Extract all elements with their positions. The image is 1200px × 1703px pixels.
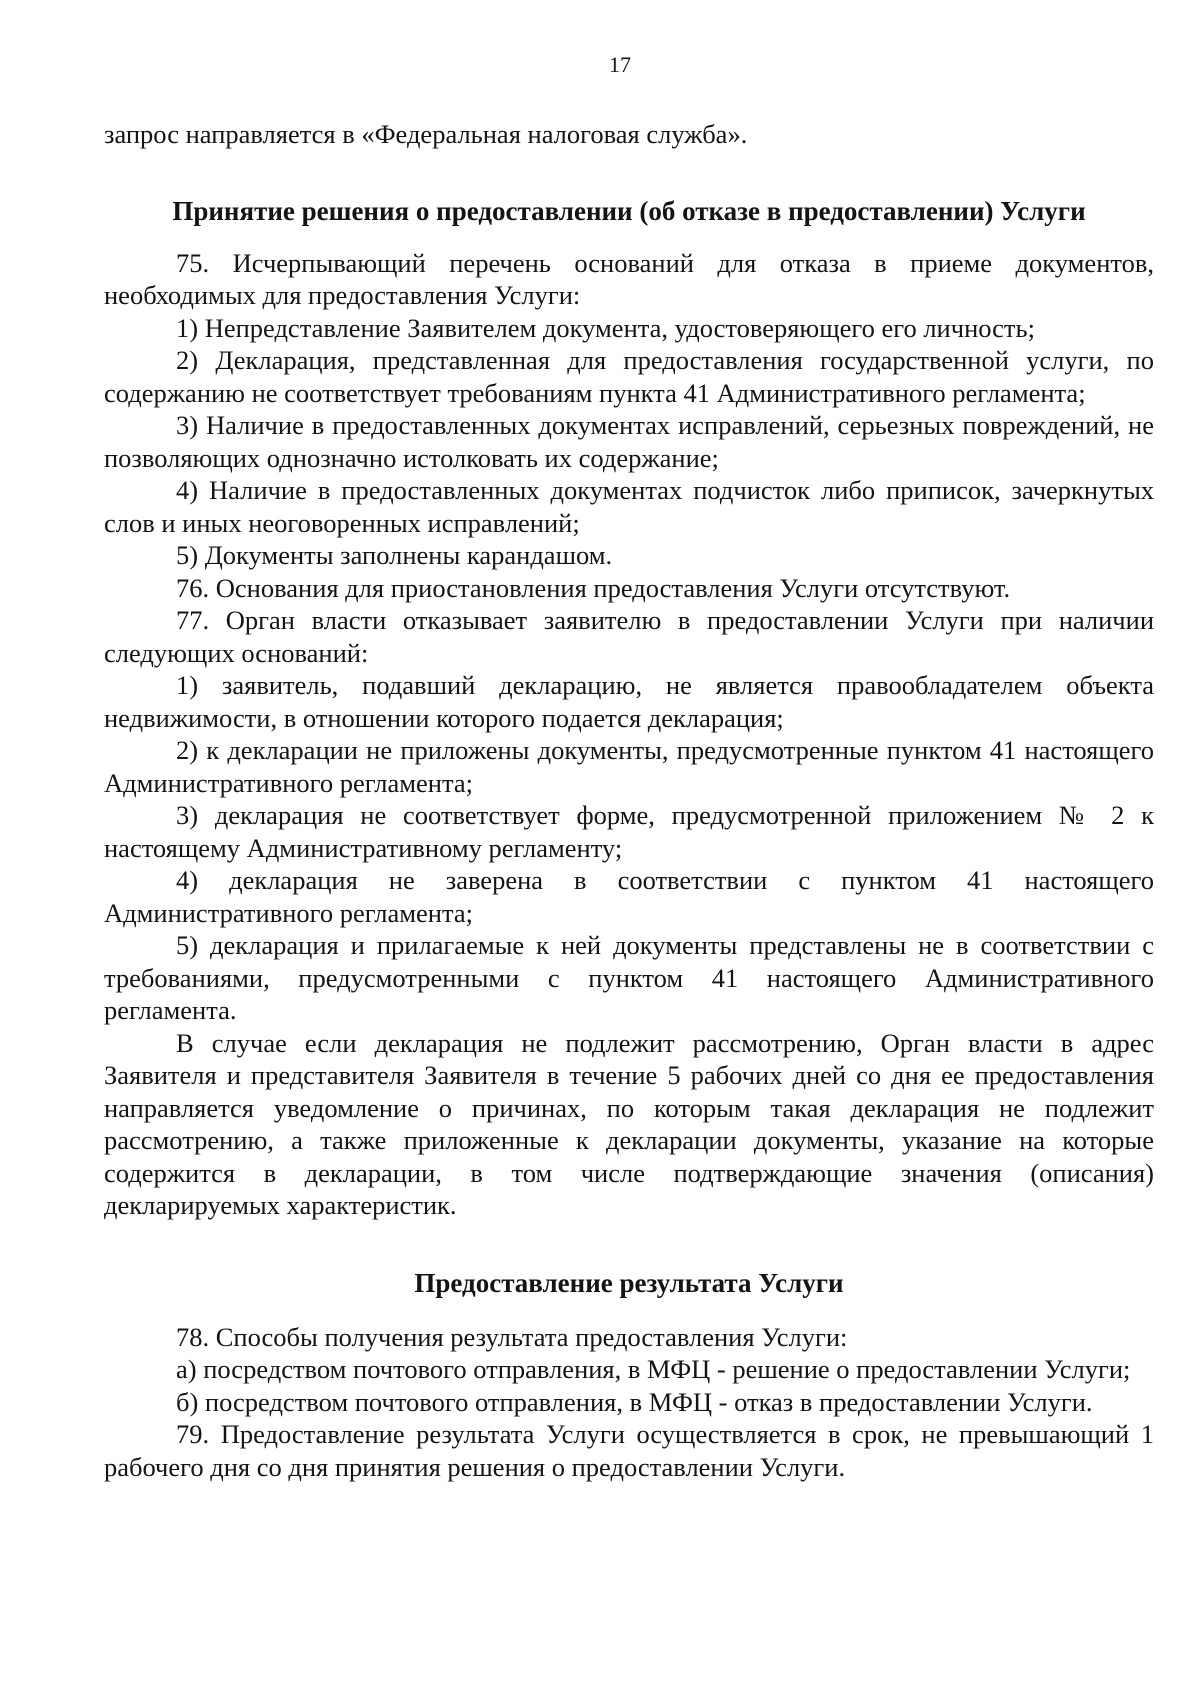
paragraph: б) посредством почтового отправления, в МФЦ - отказ в предоставлении Услуги. (176, 1386, 1093, 1417)
paragraph: а) посредством почтового отправления, в МФЦ - решение о предоставлении Услуги; (176, 1354, 1131, 1384)
paragraph: 2) Декларация, представленная для предоставления государственной услуги, по содержанию не соответствует требованиям пункта 41 Административного регламента; (104, 345, 1154, 408)
paragraph: 75. Исчерпывающий перечень оснований для отказа в приеме документов, необходимых для предоставления Услуги: (104, 247, 1154, 310)
paragraph: В случае если декларация не подлежит рассмотрению, Орган власти в адрес Заявителя и представителя Заявителя в течение 5 рабочих дней со дня ее предоставления направляется уведомление о причинах, по которым такая декларация не подлежит рассмотрению, а также приложенные к декларации документы, указание на которые содержится в декларации, в том числе подтверждающие значения (описания) декларируемых характеристик. (104, 1027, 1154, 1220)
paragraph: 2) к декларации не приложены документы, предусмотренные пунктом 41 настоящего Административного регламента; (104, 735, 1154, 798)
paragraph: 5) декларация и прилагаемые к ней документы представлены не в соответствии с требованиями, предусмотренными с пунктом 41 настоящего Административного регламента. (104, 930, 1154, 1025)
opening-paragraph: запрос направляется в «Федеральная налоговая служба». (104, 119, 748, 149)
paragraph: 79. Предоставление результата Услуги осуществляется в срок, не превышающий 1 рабочего дня со дня принятия решения о предоставлении Услуги. (104, 1419, 1154, 1482)
section-heading-result: Предоставление результата Услуги (414, 1267, 844, 1298)
paragraph: 4) декларация не заверена в соответствии с пунктом 41 настоящего Административного регламента; (104, 865, 1154, 928)
paragraph: 1) Непредставление Заявителем документа, удостоверяющего его личность; (176, 312, 1035, 343)
document-body (104, 118, 1154, 1483)
section-decision-paragraphs (104, 247, 1154, 1222)
page-number: 17 (609, 52, 631, 77)
paragraph: 77. Орган власти отказывает заявителю в предоставлении Услуги при наличии следующих оснований: (104, 605, 1154, 668)
paragraph: 76. Основания для приостановления предоставления Услуги отсутствуют. (176, 572, 1011, 603)
paragraph: 5) Документы заполнены карандашом. (176, 540, 613, 570)
paragraph: 1) заявитель, подавший декларацию, не является правообладателем объекта недвижимости, в отношении которого подается декларация; (104, 670, 1154, 733)
section-result-paragraphs (104, 1321, 1154, 1484)
paragraph: 3) декларация не соответствует форме, предусмотренной приложением № 2 к настоящему Административному регламенту; (104, 800, 1154, 863)
section-heading-decision: Принятие решения о предоставлении (об отказе в предоставлении) Услуги (172, 195, 1086, 226)
paragraph: 78. Способы получения результата предоставления Услуги: (176, 1321, 848, 1352)
paragraph: 3) Наличие в предоставленных документах исправлений, серьезных повреждений, не позволяющих однозначно истолковать их содержание; (104, 410, 1154, 473)
paragraph: 4) Наличие в предоставленных документах подчисток либо приписок, зачеркнутых слов и иных неоговоренных исправлений; (104, 475, 1154, 538)
